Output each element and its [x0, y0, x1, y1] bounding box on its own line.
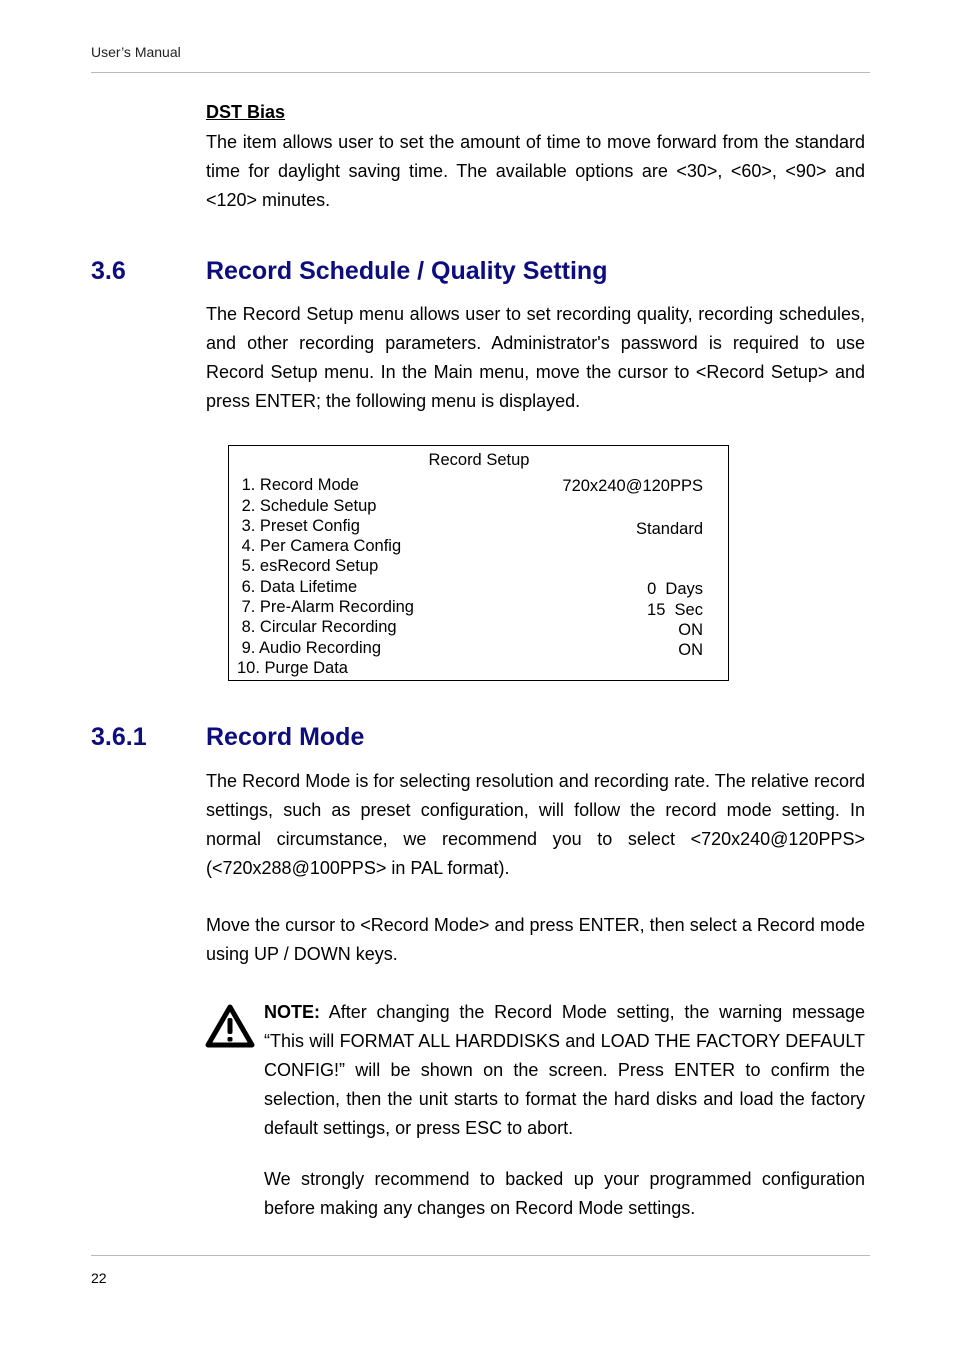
- note-recommendation: We strongly recommend to backed up your programmed configuration before making any changes on Record Mode settings.: [264, 1169, 865, 1218]
- dst-bias-text: The item allows user to set the amount of time to move forward from the standard time for daylight saving time. The available options are <30>, <60>, <90> and <120> minutes.: [206, 132, 865, 210]
- menu-item-data-lifetime: 6. Data Lifetime: [237, 578, 358, 596]
- menu-value-circular-recording: ON: [678, 621, 703, 639]
- menu-item-purge-data: 10. Purge Data: [237, 659, 348, 677]
- note-label: NOTE:: [264, 1002, 320, 1022]
- menu-item-circular-recording: 8. Circular Recording: [237, 618, 397, 636]
- menu-value-preset-config: Standard: [636, 520, 703, 538]
- note-body: After changing the Record Mode setting, the warning message “This will FORMAT ALL HARDDISKS and LOAD THE FACTORY DEFAULT CONFIG!” will be shown on the screen. Press ENTER to confirm the selection, then the unit starts to format the hard disks and load the factory default settings, or press ESC to abort.: [264, 1002, 865, 1138]
- section-3-6-text: The Record Setup menu allows user to set recording quality, recording schedules, and other recording parameters. Administrator's password is required to use Record Setup menu. In the Main menu, move the cursor to <Record Setup> and press ENTER; the following menu is displayed.: [206, 304, 865, 411]
- menu-value-pre-alarm: 15 Sec: [647, 601, 703, 619]
- menu-value-audio-recording: ON: [678, 641, 703, 659]
- menu-item-esrecord-setup: 5. esRecord Setup: [237, 557, 379, 575]
- menu-value-record-mode: 720x240@120PPS: [562, 477, 703, 495]
- running-header: User’s Manual: [91, 44, 181, 60]
- page-number: 22: [91, 1270, 107, 1286]
- menu-item-audio-recording: 9. Audio Recording: [237, 639, 382, 657]
- menu-item-per-camera-config: 4. Per Camera Config: [237, 537, 402, 555]
- menu-item-record-mode: 1. Record Mode: [237, 476, 359, 494]
- menu-item-pre-alarm-recording: 7. Pre-Alarm Recording: [237, 598, 414, 616]
- warning-triangle-icon: [205, 1003, 255, 1049]
- record-mode-text: The Record Mode is for selecting resolution and recording rate. The relative record settings, such as preset configuration, will follow the record mode setting. In normal circumstance, we recommend you to select <720x240@120PPS> (<720x288@100PPS> in PAL format).: [206, 771, 865, 878]
- record-mode-instructions: Move the cursor to <Record Mode> and press ENTER, then select a Record mode using UP / DOWN keys.: [206, 915, 865, 964]
- menu-item-schedule-setup: 2. Schedule Setup: [237, 497, 377, 515]
- menu-value-data-lifetime: 0 Days: [647, 580, 703, 598]
- section-3-6-title: Record Schedule / Quality Setting: [206, 257, 608, 285]
- section-3-6-number: 3.6: [91, 257, 126, 285]
- note-text: [264, 998, 865, 1143]
- menu-title: Record Setup: [428, 451, 530, 469]
- section-3-6-1-number: 3.6.1: [91, 723, 147, 751]
- footer-divider: [91, 1255, 870, 1256]
- section-3-6-1-title: Record Mode: [206, 723, 365, 751]
- header-divider: [91, 72, 870, 73]
- menu-item-preset-config: 3. Preset Config: [237, 517, 360, 535]
- dst-bias-title: DST Bias: [206, 102, 286, 122]
- record-setup-menu: [228, 445, 729, 681]
